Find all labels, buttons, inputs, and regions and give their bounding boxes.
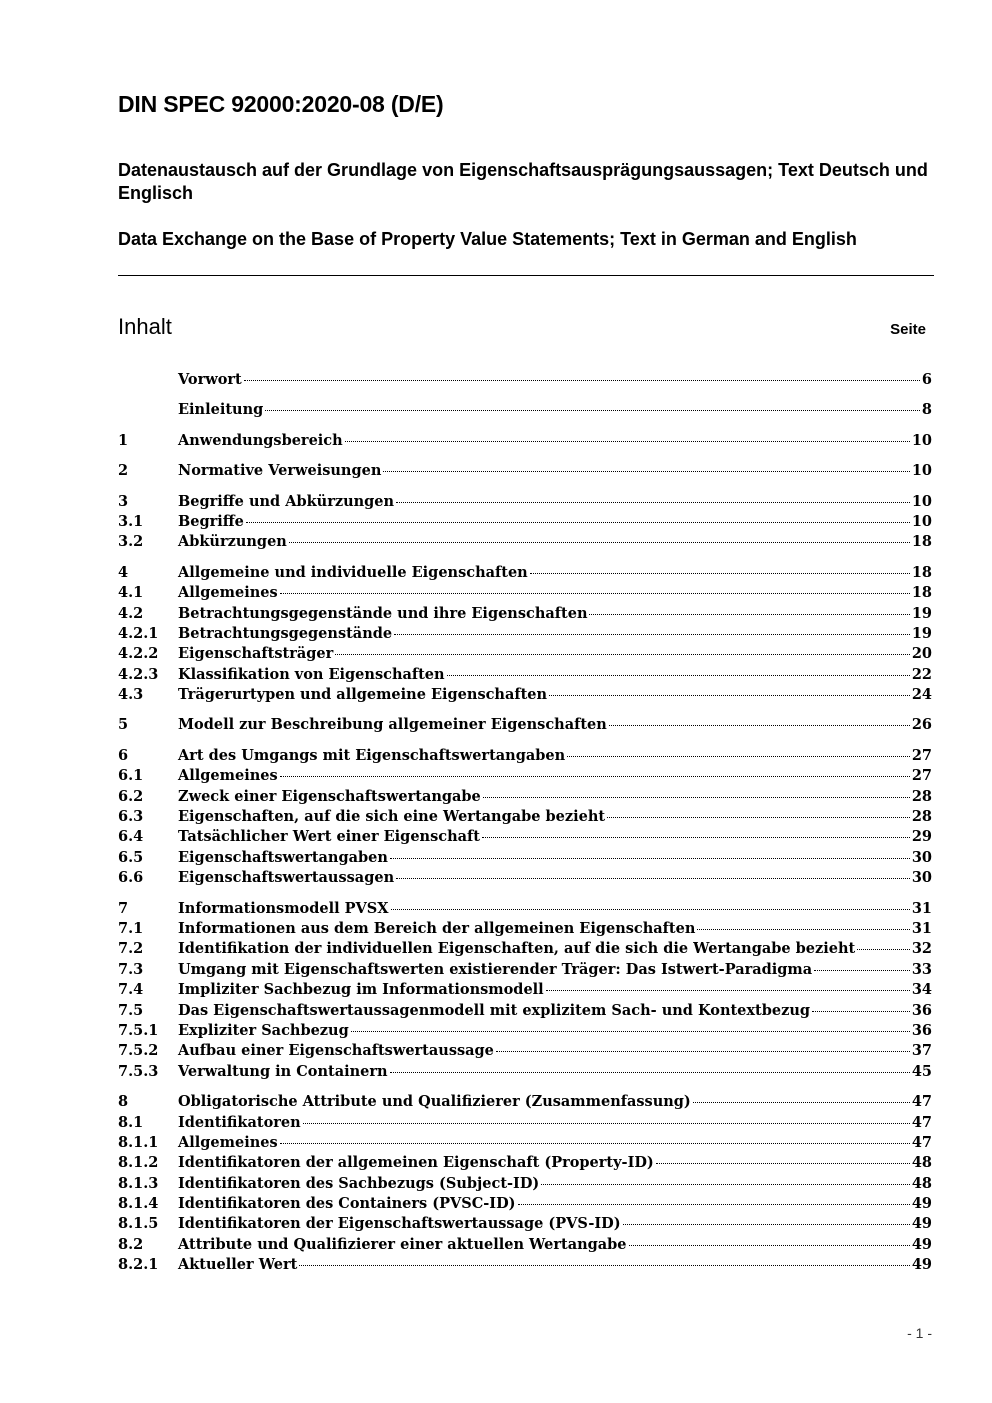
toc-entry-number: 4.2.3 bbox=[118, 665, 159, 683]
toc-entry[interactable] bbox=[118, 1153, 932, 1173]
toc-dot-leader bbox=[857, 948, 910, 950]
toc-entry-number: 4.2 bbox=[118, 604, 144, 622]
toc-entry[interactable] bbox=[118, 370, 932, 390]
toc-dot-leader bbox=[299, 1264, 909, 1266]
toc-entry-page: 48 bbox=[911, 1174, 932, 1192]
toc-dot-leader bbox=[482, 836, 910, 838]
toc-entry[interactable] bbox=[118, 1174, 932, 1194]
toc-entry-title: Klassifikation von Eigenschaften bbox=[178, 665, 445, 683]
toc-dot-leader bbox=[546, 989, 910, 991]
toc-dot-leader bbox=[549, 694, 910, 696]
toc-entry-page: 37 bbox=[911, 1042, 932, 1060]
toc-entry[interactable] bbox=[118, 1001, 932, 1021]
toc-entry[interactable] bbox=[118, 827, 932, 847]
toc-dot-leader bbox=[335, 653, 910, 655]
toc-entry-title: Informationen aus dem Bereich der allgemeinen Eigenschaften bbox=[178, 919, 696, 937]
toc-entry-page: 45 bbox=[911, 1062, 932, 1080]
toc-entry-page: 47 bbox=[911, 1133, 932, 1151]
toc-dot-leader bbox=[244, 379, 920, 381]
toc-dot-leader bbox=[280, 775, 910, 777]
subtitle-english: Data Exchange on the Base of Property Value Statements; Text in German and English bbox=[118, 229, 857, 249]
toc-dot-leader bbox=[530, 572, 910, 574]
toc-entry-title: Obligatorische Attribute und Qualifizierer (Zusammenfassung) bbox=[178, 1093, 691, 1111]
toc-dot-leader bbox=[390, 857, 910, 859]
toc-entry-title: Betrachtungsgegenstände und ihre Eigenschaften bbox=[178, 604, 588, 622]
title-divider bbox=[118, 275, 934, 276]
toc-entry-number: 6.5 bbox=[118, 848, 144, 866]
toc-entry[interactable] bbox=[118, 665, 932, 685]
toc-entry-number: 4.2.2 bbox=[118, 645, 159, 663]
toc-entry-number: 7.5.3 bbox=[118, 1062, 159, 1080]
toc-entry-title: Eigenschaftsträger bbox=[178, 645, 334, 663]
toc-entry-page: 32 bbox=[911, 940, 932, 958]
toc-entry-page: 31 bbox=[911, 919, 932, 937]
toc-entry-title: Identifikatoren des Containers (PVSC-ID) bbox=[178, 1195, 516, 1213]
toc-entry-page: 18 bbox=[911, 533, 932, 551]
toc-entry-page: 10 bbox=[911, 462, 932, 480]
toc-dot-leader bbox=[280, 592, 910, 594]
toc-entry-title: Anwendungsbereich bbox=[178, 431, 343, 449]
toc-entry-number: 6 bbox=[118, 746, 129, 764]
toc-entry[interactable] bbox=[118, 685, 932, 705]
toc-dot-leader bbox=[289, 541, 910, 543]
toc-entry[interactable] bbox=[118, 512, 932, 532]
toc-entry-number: 7.5.1 bbox=[118, 1021, 159, 1039]
toc-dot-leader bbox=[623, 1223, 910, 1225]
toc-dot-leader bbox=[265, 409, 920, 411]
toc-entry-number: 8.1.1 bbox=[118, 1133, 159, 1151]
toc-dot-leader bbox=[607, 816, 910, 818]
toc-entry-title: Das Eigenschaftswertaussagenmodell mit explizitem Sach- und Kontextbezug bbox=[178, 1001, 811, 1019]
toc-entry-number: 5 bbox=[118, 716, 129, 734]
toc-dot-leader bbox=[814, 969, 910, 971]
toc-entry-page: 49 bbox=[911, 1195, 932, 1213]
toc-entry-number: 3 bbox=[118, 492, 129, 510]
toc-entry[interactable] bbox=[118, 868, 932, 888]
toc-entry-page: 10 bbox=[911, 512, 932, 530]
toc-dot-leader bbox=[609, 724, 910, 726]
toc-entry-title: Expliziter Sachbezug bbox=[178, 1021, 349, 1039]
toc-dot-leader bbox=[394, 633, 910, 635]
toc-entry-title: Identifikatoren des Sachbezugs (Subject-ID) bbox=[178, 1174, 540, 1192]
toc-entry[interactable] bbox=[118, 848, 932, 868]
toc-entry-title: Attribute und Qualifizierer einer aktuellen Wertangabe bbox=[178, 1235, 627, 1253]
toc-entry-number: 4 bbox=[118, 563, 129, 581]
toc-entry-title: Begriffe bbox=[178, 512, 244, 530]
toc-entry-page: 49 bbox=[911, 1215, 932, 1233]
toc-entry-page: 28 bbox=[911, 808, 932, 826]
page-number: - 1 - bbox=[907, 1325, 932, 1341]
toc-entry-title: Identifikatoren der allgemeinen Eigenschaft (Property-ID) bbox=[178, 1154, 654, 1172]
toc-entry-title: Eigenschaftswertangaben bbox=[178, 848, 388, 866]
toc-entry-title: Trägerurtypen und allgemeine Eigenschaften bbox=[178, 686, 548, 704]
toc-entry[interactable] bbox=[118, 1255, 932, 1275]
toc-entry-number: 6.2 bbox=[118, 787, 144, 805]
toc-entry-title: Art des Umgangs mit Eigenschaftswertangaben bbox=[178, 746, 566, 764]
toc-entry[interactable] bbox=[118, 1062, 932, 1082]
toc-entry-number: 4.1 bbox=[118, 584, 144, 602]
toc-entry[interactable] bbox=[118, 431, 932, 451]
toc-dot-leader bbox=[246, 521, 910, 523]
toc-entry-number: 8.1 bbox=[118, 1113, 144, 1131]
toc-entry-title: Eigenschaften, auf die sich eine Wertangabe bezieht bbox=[178, 808, 606, 826]
toc-entry-number: 8.1.4 bbox=[118, 1195, 159, 1213]
toc-entry[interactable] bbox=[118, 492, 932, 512]
toc-dot-leader bbox=[383, 470, 909, 472]
toc-entry-title: Umgang mit Eigenschaftswerten existierender Träger: Das Istwert-Paradigma bbox=[178, 960, 813, 978]
toc-entry-title: Impliziter Sachbezug im Informationsmodell bbox=[178, 981, 544, 999]
toc-entry-page: 33 bbox=[911, 960, 932, 978]
toc-entry-title: Informationsmodell PVSX bbox=[178, 899, 389, 917]
toc-dot-leader bbox=[483, 796, 910, 798]
toc-entry-number: 7 bbox=[118, 899, 129, 917]
toc-entry-title: Zweck einer Eigenschaftswertangabe bbox=[178, 787, 481, 805]
toc-entry[interactable] bbox=[118, 1021, 932, 1041]
toc-entry-page: 28 bbox=[911, 787, 932, 805]
toc-dot-leader bbox=[629, 1244, 910, 1246]
toc-entry-number: 7.2 bbox=[118, 940, 144, 958]
toc-entry-page: 36 bbox=[911, 1021, 932, 1039]
toc-entry-title: Eigenschaftswertaussagen bbox=[178, 869, 395, 887]
toc-entry[interactable] bbox=[118, 644, 932, 664]
toc-entry-number: 6.1 bbox=[118, 767, 144, 785]
toc-entry[interactable] bbox=[118, 766, 932, 786]
toc-entry-title: Identifikation der individuellen Eigenschaften, auf die sich die Wertangabe bezieht bbox=[178, 940, 856, 958]
toc-entry-page: 10 bbox=[911, 492, 932, 510]
toc-entry-page: 24 bbox=[911, 686, 932, 704]
toc-entry-page: 18 bbox=[911, 584, 932, 602]
toc-entry-page: 27 bbox=[911, 746, 932, 764]
toc-entry-number: 6.3 bbox=[118, 808, 144, 826]
toc-entry-number: 2 bbox=[118, 462, 129, 480]
toc-heading: Inhalt bbox=[118, 314, 172, 339]
toc-entry[interactable] bbox=[118, 960, 932, 980]
toc-entry[interactable] bbox=[118, 400, 932, 420]
toc-entry[interactable] bbox=[118, 1133, 932, 1153]
toc-entry-number: 3.1 bbox=[118, 512, 144, 530]
toc-entry-page: 29 bbox=[911, 828, 932, 846]
toc-entry[interactable] bbox=[118, 1235, 932, 1255]
toc-entry-page: 49 bbox=[911, 1235, 932, 1253]
toc-entry[interactable] bbox=[118, 604, 932, 624]
toc-entry-page: 36 bbox=[911, 1001, 932, 1019]
toc-dot-leader bbox=[345, 440, 910, 442]
toc-entry-page: 27 bbox=[911, 767, 932, 785]
toc-dot-leader bbox=[396, 501, 910, 503]
toc-entry-title: Vorwort bbox=[178, 371, 242, 388]
toc-entry-number: 4.3 bbox=[118, 686, 144, 704]
toc-entry[interactable] bbox=[118, 563, 932, 583]
toc-entry-number: 8.1.2 bbox=[118, 1154, 159, 1172]
page-column-label: Seite bbox=[890, 321, 926, 338]
toc-dot-leader bbox=[390, 1071, 910, 1073]
toc-entry-number: 8.1.5 bbox=[118, 1215, 159, 1233]
toc-entry-number: 1 bbox=[118, 431, 129, 449]
toc-entry[interactable] bbox=[118, 1092, 932, 1112]
toc-entry[interactable] bbox=[118, 583, 932, 603]
toc-entry[interactable] bbox=[118, 807, 932, 827]
toc-dot-leader bbox=[303, 1122, 910, 1124]
toc-dot-leader bbox=[541, 1183, 910, 1185]
toc-entry-title: Tatsächlicher Wert einer Eigenschaft bbox=[178, 828, 480, 846]
toc-entry-number: 7.4 bbox=[118, 981, 144, 999]
toc-entry-title: Aufbau einer Eigenschaftswertaussage bbox=[178, 1042, 494, 1060]
toc-entry-title: Betrachtungsgegenstände bbox=[178, 624, 393, 642]
toc-dot-leader bbox=[447, 674, 910, 676]
toc-entry[interactable] bbox=[118, 1041, 932, 1061]
toc-dot-leader bbox=[812, 1010, 910, 1012]
toc-dot-leader bbox=[351, 1030, 910, 1032]
toc-entry-page: 10 bbox=[911, 431, 932, 449]
toc-entry-title: Aktueller Wert bbox=[178, 1256, 298, 1274]
document-title: DIN SPEC 92000:2020-08 (D/E) bbox=[118, 91, 444, 117]
toc-dot-leader bbox=[518, 1203, 910, 1205]
toc-entry[interactable] bbox=[118, 1194, 932, 1214]
toc-entry-page: 6 bbox=[921, 371, 932, 388]
toc-entry-page: 19 bbox=[911, 624, 932, 642]
toc-entry-page: 8 bbox=[921, 401, 932, 419]
toc-entry[interactable] bbox=[118, 715, 932, 735]
toc-entry[interactable] bbox=[118, 1214, 932, 1234]
toc-entry-title: Allgemeines bbox=[178, 584, 278, 602]
toc-entry[interactable] bbox=[118, 899, 932, 919]
toc-entry-page: 26 bbox=[911, 716, 932, 734]
toc-entry-title: Allgemeines bbox=[178, 1133, 278, 1151]
toc-entry-title: Abkürzungen bbox=[178, 533, 287, 551]
table-of-contents bbox=[118, 370, 932, 1276]
toc-dot-leader bbox=[697, 928, 909, 930]
toc-entry-title: Normative Verweisungen bbox=[178, 462, 382, 480]
toc-entry[interactable] bbox=[118, 461, 932, 481]
toc-entry-page: 30 bbox=[911, 869, 932, 887]
toc-dot-leader bbox=[391, 908, 910, 910]
toc-entry-page: 22 bbox=[911, 665, 932, 683]
toc-entry[interactable] bbox=[118, 1113, 932, 1133]
toc-dot-leader bbox=[589, 613, 909, 615]
toc-entry[interactable] bbox=[118, 624, 932, 644]
toc-entry-number: 7.1 bbox=[118, 919, 144, 937]
toc-entry-title: Einleitung bbox=[178, 401, 264, 419]
toc-entry-number: 4.2.1 bbox=[118, 624, 159, 642]
toc-entry-page: 18 bbox=[911, 563, 932, 581]
toc-entry-title: Verwaltung in Containern bbox=[178, 1062, 388, 1080]
toc-entry-page: 19 bbox=[911, 604, 932, 622]
toc-entry-number: 8.2.1 bbox=[118, 1256, 159, 1274]
toc-entry[interactable] bbox=[118, 939, 932, 959]
toc-entry-page: 47 bbox=[911, 1093, 932, 1111]
toc-entry-title: Modell zur Beschreibung allgemeiner Eigenschaften bbox=[178, 716, 607, 734]
toc-entry-number: 8.2 bbox=[118, 1235, 144, 1253]
toc-entry[interactable] bbox=[118, 919, 932, 939]
toc-entry-title: Allgemeine und individuelle Eigenschaften bbox=[178, 563, 528, 581]
toc-entry-number: 7.5 bbox=[118, 1001, 144, 1019]
toc-entry-number: 6.4 bbox=[118, 828, 144, 846]
toc-entry-number: 8 bbox=[118, 1093, 129, 1111]
toc-dot-leader bbox=[496, 1050, 910, 1052]
toc-entry-number: 8.1.3 bbox=[118, 1174, 159, 1192]
toc-entry-page: 48 bbox=[911, 1154, 932, 1172]
toc-entry-title: Begriffe und Abkürzungen bbox=[178, 492, 395, 510]
toc-entry-title: Identifikatoren bbox=[178, 1113, 301, 1131]
toc-entry-page: 20 bbox=[911, 645, 932, 663]
toc-entry[interactable] bbox=[118, 746, 932, 766]
toc-entry-number: 7.5.2 bbox=[118, 1042, 159, 1060]
toc-entry-number: 7.3 bbox=[118, 960, 144, 978]
toc-entry-page: 49 bbox=[911, 1256, 932, 1274]
toc-entry[interactable] bbox=[118, 980, 932, 1000]
toc-entry-page: 34 bbox=[911, 981, 932, 999]
toc-entry-page: 30 bbox=[911, 848, 932, 866]
toc-entry[interactable] bbox=[118, 532, 932, 552]
toc-entry-title: Identifikatoren der Eigenschaftswertaussage (PVS-ID) bbox=[178, 1215, 621, 1233]
toc-entry-number: 6.6 bbox=[118, 869, 144, 887]
toc-dot-leader bbox=[280, 1142, 910, 1144]
toc-entry-page: 31 bbox=[911, 899, 932, 917]
subtitle-german: Datenaustausch auf der Grundlage von Eigenschaftsausprägungsaussagen; Text Deutsch und Englisch bbox=[118, 160, 928, 203]
toc-entry-title: Allgemeines bbox=[178, 767, 278, 785]
toc-entry-page: 47 bbox=[911, 1113, 932, 1131]
toc-entry[interactable] bbox=[118, 787, 932, 807]
toc-dot-leader bbox=[567, 755, 910, 757]
toc-dot-leader bbox=[656, 1162, 910, 1164]
toc-dot-leader bbox=[693, 1101, 910, 1103]
toc-entry-number: 3.2 bbox=[118, 533, 144, 551]
toc-dot-leader bbox=[396, 877, 910, 879]
